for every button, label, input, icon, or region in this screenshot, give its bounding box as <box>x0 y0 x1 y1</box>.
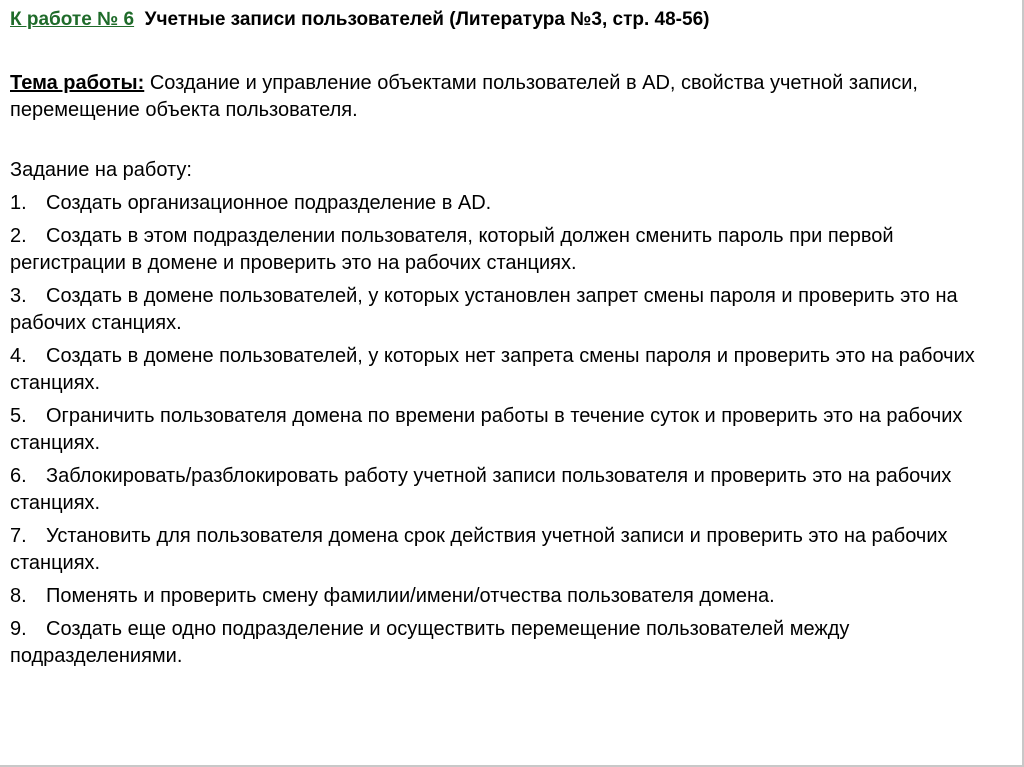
task-number: 2. <box>10 225 27 247</box>
task-heading: Задание на работу: <box>10 159 192 181</box>
task-item <box>10 403 1010 457</box>
task-number: 9. <box>10 618 27 640</box>
task-item <box>10 223 1010 277</box>
task-text: Поменять и проверить смену фамилии/имени/отчества пользователя домена. <box>46 585 775 607</box>
task-text: Создать в домене пользователей, у которых установлен запрет смены пароля и проверить это на рабочих станциях. <box>10 285 958 334</box>
topic-label: Тема работы: <box>10 72 145 94</box>
task-text: Создать еще одно подразделение и осуществить перемещение пользователей между подразделениями. <box>10 618 850 667</box>
task-item <box>10 616 1010 670</box>
task-number: 3. <box>10 285 27 307</box>
task-number: 1. <box>10 192 27 214</box>
task-item <box>10 523 1010 577</box>
task-item <box>10 343 1010 397</box>
header-title: Учетные записи пользователей (Литература №3, стр. 48-56) <box>144 9 710 30</box>
task-text: Установить для пользователя домена срок действия учетной записи и проверить это на рабочих станциях. <box>10 525 948 574</box>
task-list <box>10 190 1010 676</box>
task-text: Создать организационное подразделение в AD. <box>46 192 492 214</box>
task-item <box>10 583 1010 610</box>
task-item <box>10 463 1010 517</box>
task-number: 8. <box>10 585 27 607</box>
task-item <box>10 283 1010 337</box>
topic-text: Создание и управление объектами пользователей в AD, свойства учетной записи, перемещение объекта пользователя. <box>10 72 918 121</box>
task-text: Создать в домене пользователей, у которых нет запрета смены пароля и проверить это на рабочих станциях. <box>10 345 975 394</box>
task-number: 6. <box>10 465 27 487</box>
topic-paragraph <box>10 70 1000 124</box>
work-link[interactable]: К работе № 6 <box>10 9 135 30</box>
task-text: Создать в этом подразделении пользователя, который должен сменить пароль при первой регистрации в домене и проверить это на рабочих станциях. <box>10 225 894 274</box>
header <box>10 9 709 31</box>
task-text: Ограничить пользователя домена по времени работы в течение суток и проверить это на рабочих станциях. <box>10 405 963 454</box>
task-text: Заблокировать/разблокировать работу учетной записи пользователя и проверить это на рабочих станциях. <box>10 465 952 514</box>
task-item <box>10 190 1010 217</box>
task-number: 5. <box>10 405 27 427</box>
task-number: 4. <box>10 345 27 367</box>
task-number: 7. <box>10 525 27 547</box>
